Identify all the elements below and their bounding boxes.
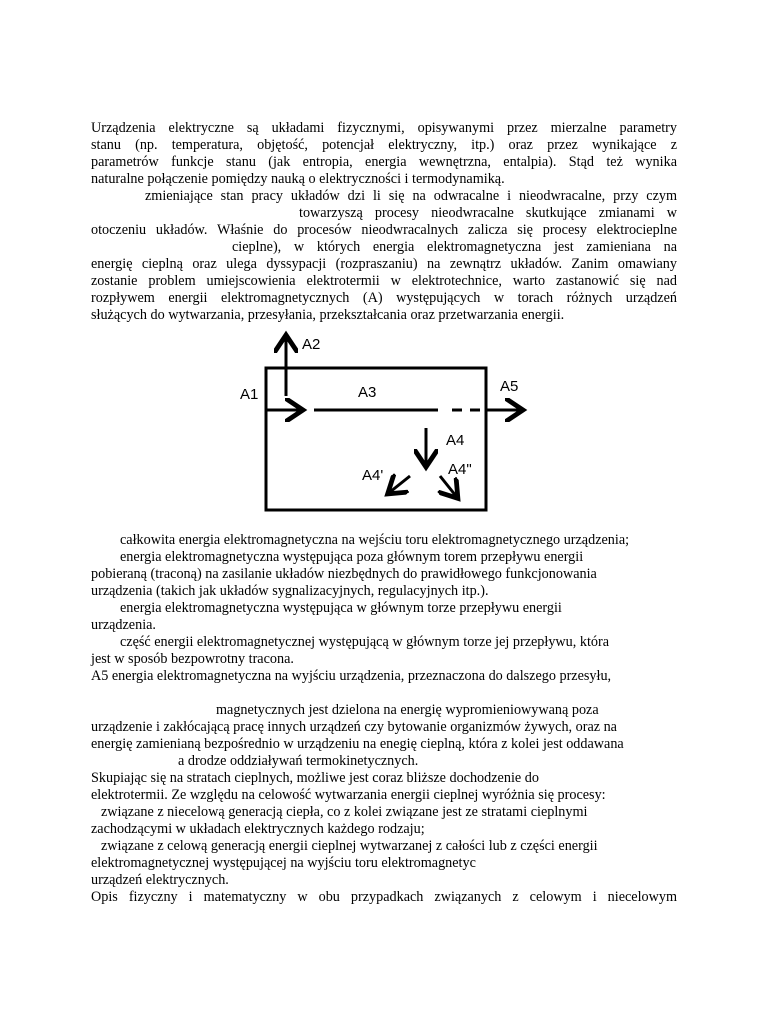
paragraph-2-line-5: energię cieplną oraz ulega dyssypacji (rozpraszaniu) na zewnątrz układów. Zanim omawiany: [91, 256, 677, 272]
paragraph-3-line-12: Opis fizyczny i matematyczny w obu przypadkach związanych z celowym i niecelowym: [91, 889, 677, 905]
label-a1: A1: [240, 386, 259, 403]
paragraph-3-line-1: magnetycznych jest dzielona na energię wypromieniowywaną poza: [216, 702, 599, 718]
label-a3: A3: [358, 384, 377, 401]
label-a4: A4: [446, 432, 465, 449]
paragraph-2-line-1: zmieniające stan pracy układów dzi li się na odwracalne i nieodwracalne, przy czym: [145, 188, 677, 204]
label-a4-double-prime: A4": [448, 461, 472, 478]
paragraph-1-line-1: Urządzenia elektryczne są układami fizycznymi, opisywanymi przez mierzalne parametry: [91, 120, 677, 136]
paragraph-3-line-10: elektromagnetycznej występującej na wyjściu toru elektromagnetyc: [91, 855, 476, 871]
definition-a4-line-2: jest w sposób bezpowrotny tracona.: [91, 651, 294, 667]
paragraph-3-line-2: urządzenie i zakłócającą pracę innych urządzeń czy bytowanie organizmów żywych, oraz na: [91, 719, 617, 735]
definition-a4-line-1: część energii elektromagnetycznej występującą w głównym torze jej przepływu, która: [120, 634, 610, 650]
label-a4-prime: A4': [362, 467, 384, 484]
definition-a2-line-1: energia elektromagnetyczna występująca poza głównym torem przepływu energii: [120, 549, 584, 565]
paragraph-3-line-4: a drodze oddziaływań termokinetycznych.: [178, 753, 419, 769]
paragraph-2-line-7: rozpływem energii elektromagnetycznych (A) występujących w torach różnych urządzeń: [91, 290, 677, 306]
definition-a2-line-3: urządzenia (takich jak układów sygnalizacyjnych, regulacyjnych itp.).: [91, 583, 489, 599]
definition-a3-line-2: urządzenia.: [91, 617, 156, 633]
energy-flow-diagram: [230, 330, 530, 518]
definition-a1: całkowita energia elektromagnetyczna na wejściu toru elektromagnetycznego urządzenia;: [120, 532, 630, 548]
paragraph-2-line-2: towarzyszą procesy nieodwracalne skutkujące zmianami w: [299, 205, 677, 221]
paragraph-3-line-5: Skupiając się na stratach cieplnych, możliwe jest coraz bliższe dochodzenie do: [91, 770, 539, 786]
paragraph-2-line-4: cieplne), w których energia elektromagnetyczna jest zamieniana na: [232, 239, 677, 255]
a4-double-prime-arrow: [440, 476, 456, 496]
definition-a5: A5 energia elektromagnetyczna na wyjściu urządzenia, przeznaczona do dalszego przesyłu,: [91, 668, 612, 684]
paragraph-3-line-9: związane z celową generacją energii cieplnej wytwarzanej z całości lub z części energii: [101, 838, 598, 854]
label-a5: A5: [500, 378, 519, 395]
paragraph-3-line-11: urządzeń elektrycznych.: [91, 872, 229, 888]
paragraph-1-line-3: parametrów funkcje stanu (jak entropia, energia wewnętrzna, entalpia). Stąd też wynika: [91, 154, 677, 170]
paragraph-3-line-3: energię zamienianą bezpośrednio w urządzeniu na enegię cieplną, która z kolei jest oddawana: [91, 736, 624, 752]
definition-a2-line-2: pobieraną (traconą) na zasilanie układów niezbędnych do prawidłowego funkcjonowania: [91, 566, 597, 582]
paragraph-1-line-2: stanu (np. temperatura, objętość, potencjał elektryczny, itp.) oraz przez wynikające z: [91, 137, 677, 153]
paragraph-2-line-6: zostanie problem umiejscowienia elektrotermii w elektrotechnice, warto zastanowić się nad: [91, 273, 677, 289]
a4-prime-arrow: [390, 476, 410, 492]
label-a2: A2: [302, 336, 321, 353]
definition-a3-line-1: energia elektromagnetyczna występująca w głównym torze przepływu energii: [120, 600, 562, 616]
paragraph-1-line-4: naturalne połączenie pomiędzy nauką o elektryczności i termodynamiką.: [91, 171, 505, 187]
paragraph-2-line-3: otoczeniu układów. Właśnie do procesów nieodwracalnych zalicza się procesy elektrocieplne: [91, 222, 677, 238]
paragraph-3-line-7: związane z niecelową generacją ciepła, co z kolei związane jest ze stratami cieplnymi: [101, 804, 588, 820]
paragraph-2-line-8: służących do wytwarzania, przesyłania, przekształcania oraz przetwarzania energii.: [91, 307, 565, 323]
paragraph-3-line-6: elektrotermii. Ze względu na celowość wytwarzania energii cieplnej wyróżnia się procesy:: [91, 787, 606, 803]
paragraph-3-line-8: zachodzącymi w układach elektrycznych każdego rodzaju;: [91, 821, 425, 837]
